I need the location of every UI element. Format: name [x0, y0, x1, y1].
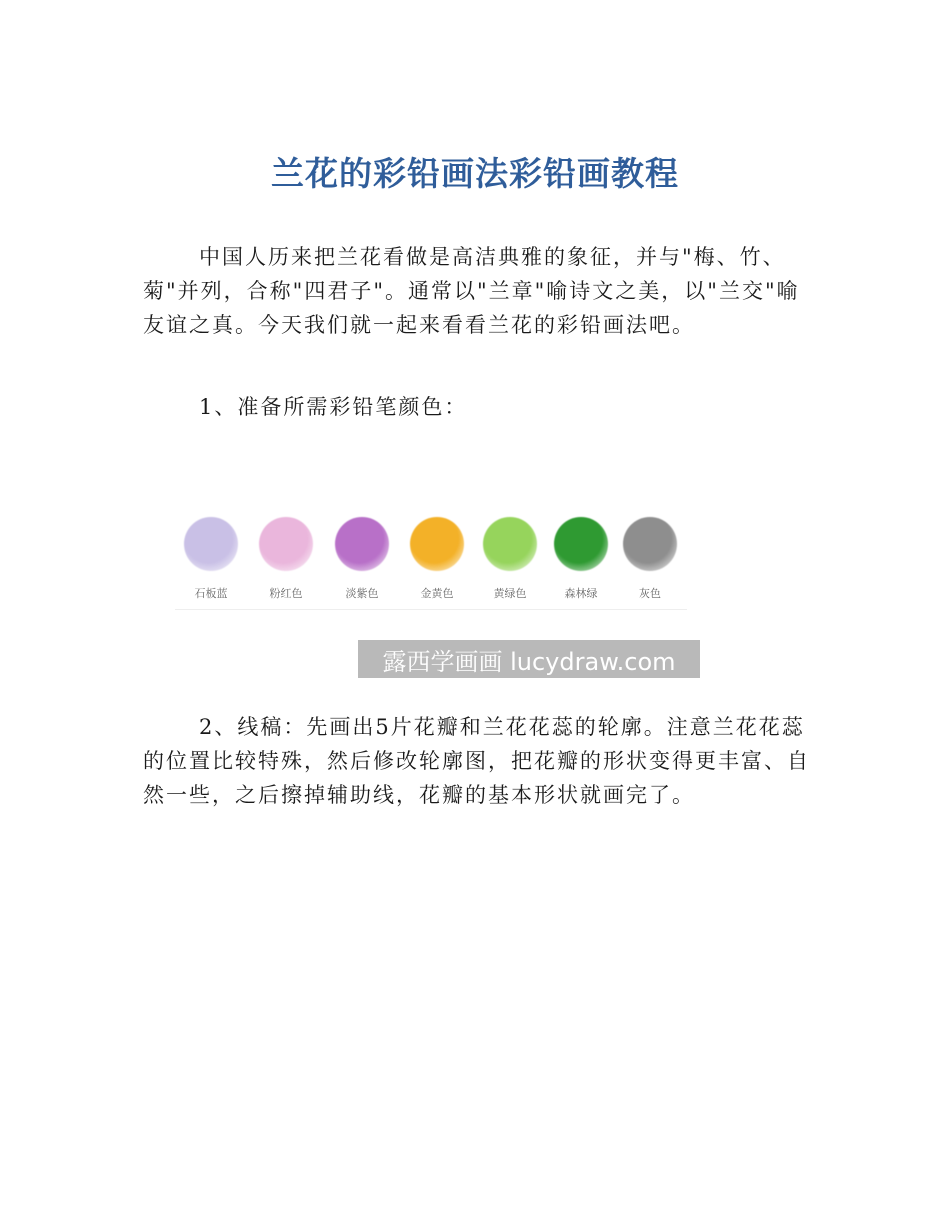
swatch-5 [554, 517, 608, 571]
watermark: 露西学画画 lucydraw.com [358, 640, 700, 678]
page-title: 兰花的彩铅画法彩铅画教程 [271, 154, 679, 193]
swatch-label: 粉红色 [269, 587, 303, 600]
intro-paragraph: 中国人历来把兰花看做是高洁典雅的象征，并与"梅、竹、菊"并列，合称"四君子"。通常以"兰章"喻诗文之美，以"兰交"喻友谊之真。今天我们就一起来看看兰花的彩铅画法吧。 [143, 245, 800, 337]
swatch-6 [623, 517, 677, 571]
swatch-label: 石板蓝 [194, 587, 228, 600]
step1-paragraph: 1、准备所需彩铅笔颜色： [199, 395, 468, 419]
swatch-label: 森林绿 [564, 587, 598, 600]
swatch-1 [259, 517, 313, 571]
swatch-4 [483, 517, 537, 571]
swatch-3 [410, 517, 464, 571]
color-swatch-image [175, 505, 687, 610]
swatch-label: 黄绿色 [493, 587, 527, 600]
swatch-2 [335, 517, 389, 571]
swatch-label: 灰色 [639, 587, 661, 600]
swatch-label: 金黄色 [420, 587, 454, 600]
swatch-label: 淡紫色 [345, 587, 379, 600]
step2-paragraph: 2、线稿：先画出5片花瓣和兰花花蕊的轮廓。注意兰花花蕊的位置比较特殊，然后修改轮廓图，把花瓣的形状变得更丰富、自然一些，之后擦掉辅助线，花瓣的基本形状就画完了。 [143, 715, 810, 807]
swatch-0 [184, 517, 238, 571]
